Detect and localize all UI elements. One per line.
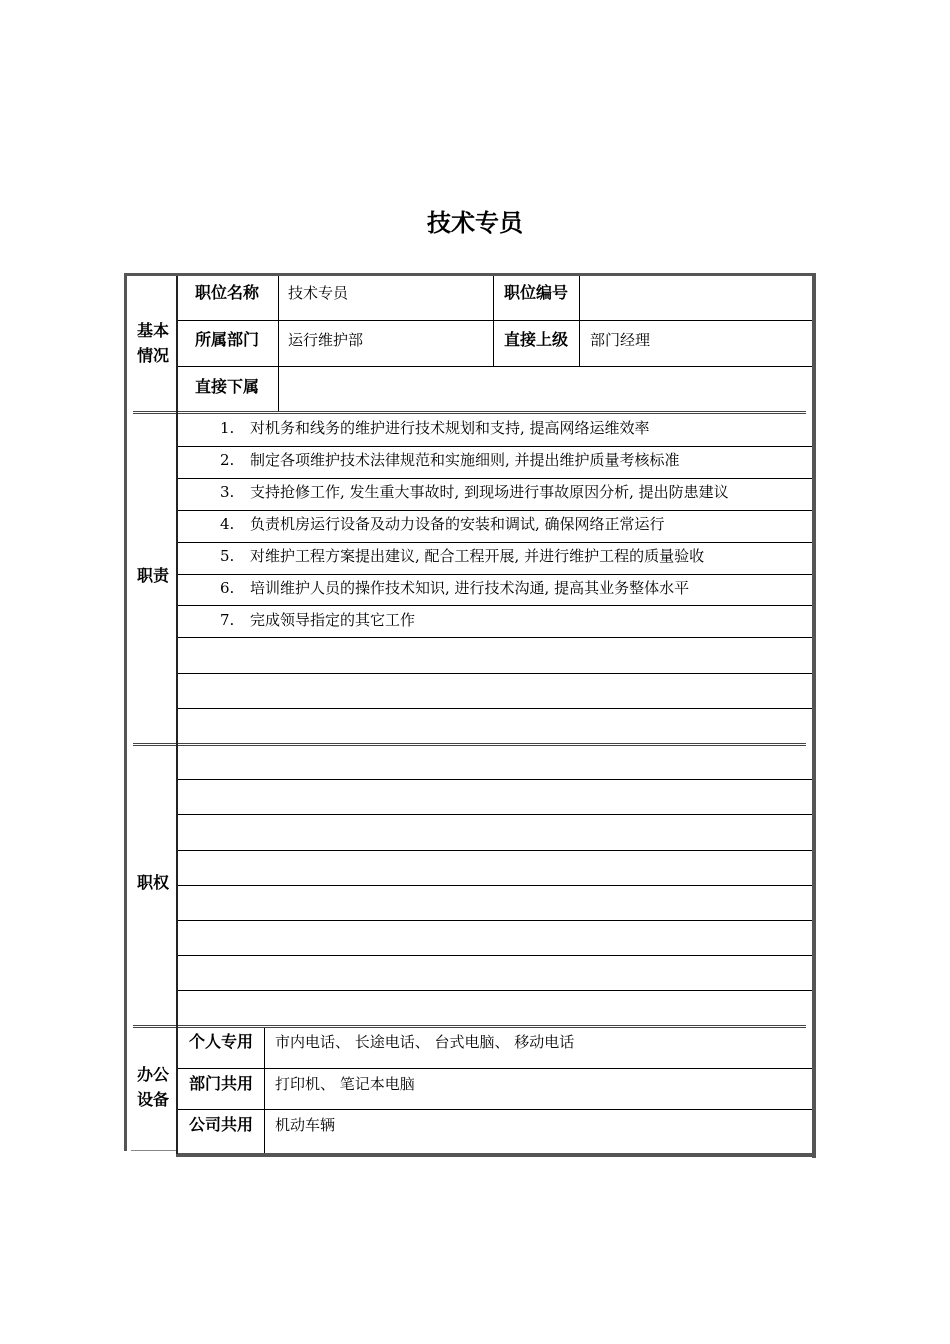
duty-number: 4. bbox=[220, 515, 235, 533]
row-divider bbox=[178, 542, 812, 543]
duty-item bbox=[220, 450, 680, 470]
section-label-equipment: 办公 设备 bbox=[136, 1065, 169, 1109]
duty-item bbox=[220, 418, 650, 438]
duty-text: 负责机房运行设备及动力设备的安装和调试, 确保网络正常运行 bbox=[250, 515, 665, 533]
duty-text: 完成领导指定的其它工作 bbox=[250, 611, 416, 629]
duty-text: 支持抢修工作, 发生重大事故时, 到现场进行事故原因分析, 提出防患建议 bbox=[250, 483, 729, 501]
duty-text: 制定各项维护技术法律规范和实施细则, 并提出维护质量考核标准 bbox=[250, 451, 680, 469]
duty-number: 7. bbox=[220, 611, 235, 629]
duty-item bbox=[220, 482, 729, 502]
row-divider bbox=[178, 605, 812, 606]
table-border-right bbox=[812, 273, 816, 1158]
row-divider bbox=[178, 708, 812, 709]
column-divider bbox=[176, 276, 178, 1154]
equipment-value-department: 打印机、 笔记本电脑 bbox=[275, 1075, 415, 1093]
duty-item bbox=[220, 514, 665, 534]
section-label-duties: 职责 bbox=[136, 566, 169, 585]
cell-divider bbox=[278, 276, 279, 411]
row-divider bbox=[178, 510, 812, 511]
position-code-label: 职位编号 bbox=[504, 283, 569, 302]
department-value: 运行维护部 bbox=[288, 331, 364, 349]
row-divider bbox=[178, 446, 812, 447]
row-divider bbox=[178, 955, 812, 956]
row-divider bbox=[178, 673, 812, 674]
cell-divider bbox=[579, 276, 580, 367]
duty-number: 1. bbox=[220, 419, 235, 437]
duty-text: 对维护工程方案提出建议, 配合工程开展, 并进行维护工程的质量验收 bbox=[250, 547, 705, 565]
section-divider bbox=[133, 743, 806, 746]
row-divider bbox=[178, 478, 812, 479]
row-divider bbox=[178, 637, 812, 638]
row-divider bbox=[178, 574, 812, 575]
superior-label: 直接上级 bbox=[504, 330, 569, 349]
equipment-value-company: 机动车辆 bbox=[275, 1116, 336, 1134]
equipment-label-company: 公司共用 bbox=[189, 1115, 254, 1134]
duty-item bbox=[220, 578, 689, 598]
department-label: 所属部门 bbox=[195, 330, 260, 349]
duty-number: 3. bbox=[220, 483, 235, 501]
position-name-value: 技术专员 bbox=[288, 284, 349, 302]
section-divider bbox=[133, 411, 806, 414]
duty-text: 培训维护人员的操作技术知识, 进行技术沟通, 提高其业务整体水平 bbox=[250, 579, 690, 597]
row-divider bbox=[178, 366, 812, 367]
row-divider bbox=[178, 1068, 812, 1069]
duty-number: 2. bbox=[220, 451, 235, 469]
table-border-bottom-left bbox=[131, 1150, 177, 1151]
row-divider bbox=[178, 814, 812, 815]
subordinate-label: 直接下属 bbox=[195, 377, 260, 396]
equipment-label-personal: 个人专用 bbox=[189, 1032, 254, 1051]
equipment-label-department: 部门共用 bbox=[189, 1074, 254, 1093]
cell-divider bbox=[493, 276, 494, 367]
row-divider bbox=[178, 850, 812, 851]
table-border-bottom bbox=[176, 1153, 816, 1157]
row-divider bbox=[178, 320, 812, 321]
row-divider bbox=[178, 779, 812, 780]
table-border-top bbox=[124, 273, 816, 276]
duty-number: 5. bbox=[220, 547, 235, 565]
duty-text: 对机务和线务的维护进行技术规划和支持, 提高网络运维效率 bbox=[250, 419, 650, 437]
row-divider bbox=[178, 990, 812, 991]
duty-item bbox=[220, 546, 704, 566]
cell-divider bbox=[264, 1028, 265, 1153]
superior-value: 部门经理 bbox=[590, 331, 651, 349]
row-divider bbox=[178, 885, 812, 886]
section-divider bbox=[133, 1025, 806, 1028]
row-divider bbox=[178, 920, 812, 921]
position-name-label: 职位名称 bbox=[195, 283, 260, 302]
equipment-value-personal: 市内电话、 长途电话、 台式电脑、 移动电话 bbox=[275, 1033, 575, 1051]
table-border-left bbox=[124, 273, 127, 1151]
page-title: 技术专员 bbox=[427, 209, 523, 237]
duty-number: 6. bbox=[220, 579, 235, 597]
section-label-authority: 职权 bbox=[136, 873, 169, 892]
row-divider bbox=[178, 1109, 812, 1110]
section-label-basic: 基本 情况 bbox=[136, 321, 169, 365]
duty-item bbox=[220, 610, 415, 630]
